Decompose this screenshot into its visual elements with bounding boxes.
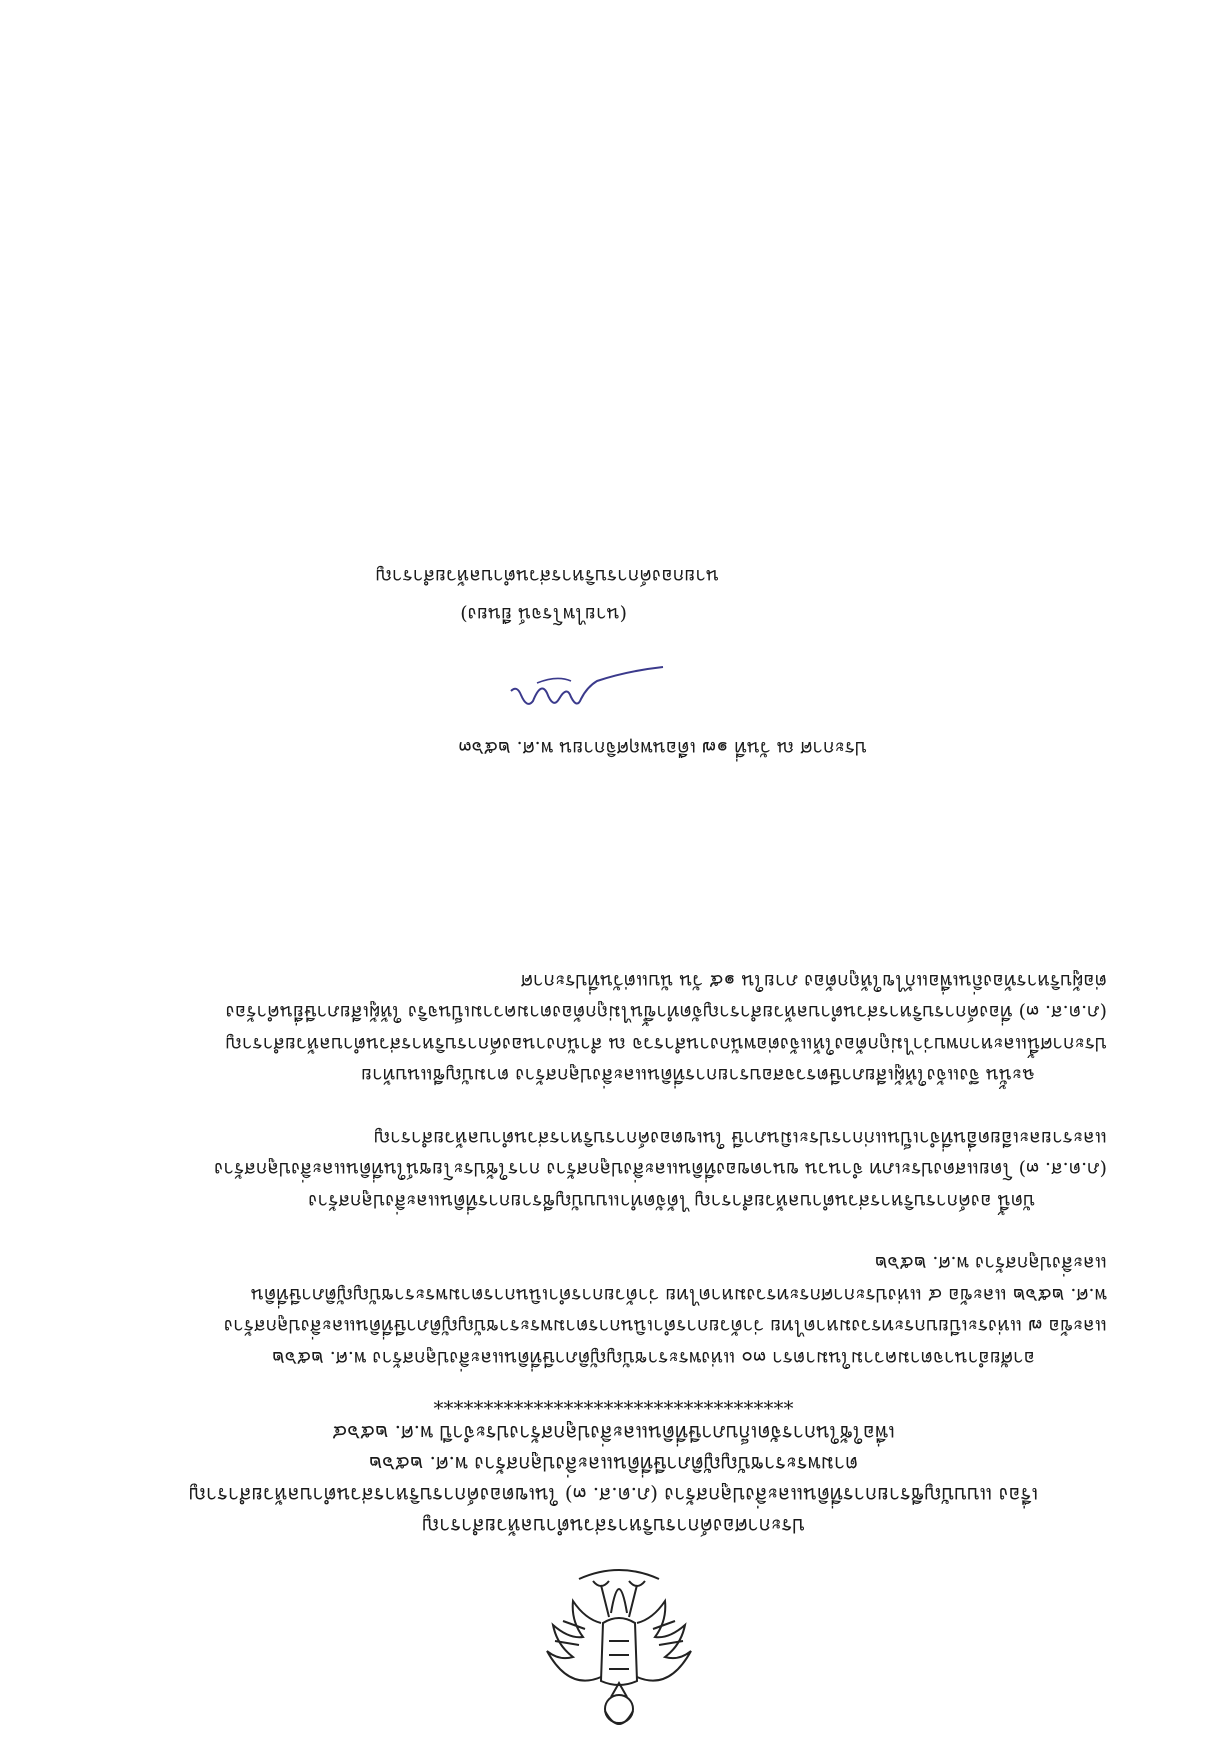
- body-paragraph-3: [120, 965, 1107, 1091]
- body-line: (ภ.ด.ส. ๓) ที่องค์การบริหารส่วนตำบลห้วยสำราญจัดทำขึ้นไม่ถูกต้องตามความเป็นจริง ให้ผู้เสียภาษียื่นคำร้อง: [225, 1001, 1107, 1024]
- announcement-title: [120, 1386, 1107, 1541]
- body-line: และรายละเอียดอื่นที่จำเป็นแก่การประเมินภาษี ในเขตองค์การบริหารส่วนตำบลห้วยสำราญ: [373, 1127, 1107, 1149]
- body-line: บัดนี้ องค์การบริหารส่วนตำบลห้วยสำราญ ได้จัดทำแบบบัญชีรายการที่ดินและสิ่งปลูกสร้าง: [308, 1190, 1035, 1212]
- given-date: ประกาศ ณ วันที่ ๑๗ เดือนพฤศจิกายน พ.ศ. ๒๕๖๓: [458, 737, 867, 759]
- signer-name: (นายไพโรจน์ ยืนยง): [460, 603, 627, 625]
- title-line-purpose: เพื่อใช้ในการจัดเก็บภาษีที่ดินและสิ่งปลูกสร้างประจำปี พ.ศ. ๒๕๖๔: [332, 1421, 895, 1445]
- body-line: อาศัยอำนาจตามความในมาตรา ๓๐ แห่งพระราชบัญญัติภาษีที่ดินและสิ่งปลูกสร้าง พ.ศ. ๒๕๖๒: [272, 1347, 1035, 1369]
- body-line: พ.ศ. ๒๕๖๒ และข้อ ๔ แห่งประกาศกระทรวงมหาดไทย ว่าด้วยการดำเนินการตามพระราชบัญญัติภาษีที่ดิน: [250, 1284, 1107, 1306]
- handwritten-signature-icon: [507, 651, 667, 711]
- body-paragraph-2: [120, 1122, 1107, 1217]
- body-paragraph-1: [120, 1247, 1107, 1373]
- signer-title: นายกองค์การบริหารส่วนตำบลห้วยสำราญ: [375, 565, 719, 587]
- title-line-subject: เรื่อง แบบบัญชีรายการที่ดินและสิ่งปลูกสร้าง (ภ.ด.ส. ๓) ในเขตองค์การบริหารส่วนตำบลห้วยสำราญ: [188, 1483, 1039, 1507]
- garuda-emblem-icon: [539, 1561, 699, 1741]
- title-line-1: ประกาศองค์การบริหารส่วนตำบลห้วยสำราญ: [422, 1514, 805, 1538]
- body-line: ประกาศนี้และหากพบว่าไม่ถูกต้องให้แจ้งต่อพนักงานสำรวจ ณ สำนักงานองค์การบริหารส่วนตำบลห้วยสำราญ: [225, 1033, 1107, 1055]
- body-line: (ภ.ด.ส. ๓) โดยแสดงประเภท จำนวน ขนาดของที่ดินและสิ่งปลูกสร้าง การใช้ประโยชน์ในที่ดินและสิ่งปลูกสร้าง: [214, 1158, 1107, 1181]
- body-line: และข้อ ๗ แห่งระเบียบกระทรวงมหาดไทย ว่าด้วยการดำเนินการตามพระราชบัญญัติภาษีที่ดินและสิ่งปลูกสร้าง: [223, 1315, 1107, 1338]
- title-line-act: ตามพระราชบัญญัติภาษีที่ดินและสิ่งปลูกสร้าง พ.ศ. ๒๕๖๒: [368, 1452, 859, 1476]
- title-separator: ************************************: [433, 1390, 794, 1414]
- body-line: ฉะนั้น จึงแจ้งให้ผู้เสียภาษีตรวจสอบรายการที่ดินและสิ่งปลูกสร้าง ตามบัญชีแนบท้าย: [360, 1064, 1035, 1087]
- body-line: และสิ่งปลูกสร้าง พ.ศ. ๒๕๖๒: [874, 1252, 1107, 1275]
- announcement-body: [120, 934, 1107, 1374]
- body-line: ต่อผู้บริหารท้องถิ่นเพื่อแก้ไขให้ถูกต้อง ภายใน ๑๕ วัน นับแต่วันที่ประกาศ: [520, 970, 1107, 992]
